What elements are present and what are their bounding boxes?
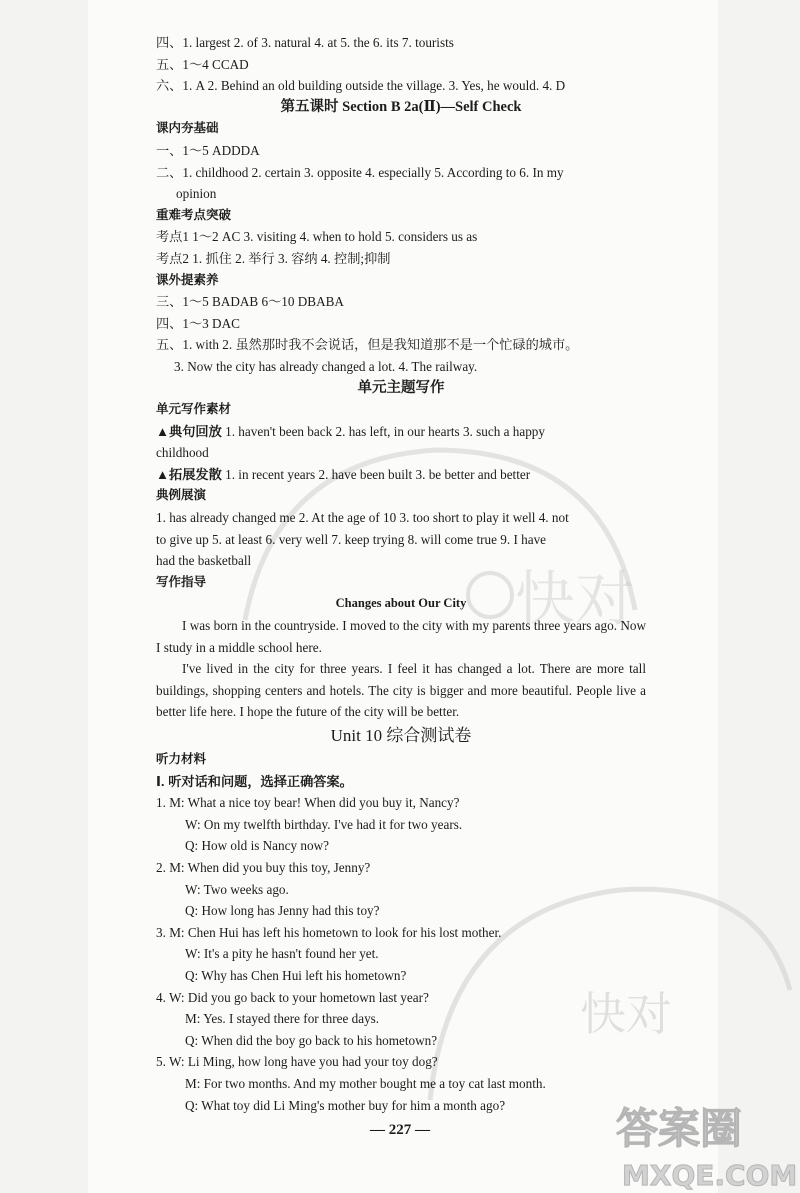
lesson-title: 第五课时 Section B 2a(Ⅱ)—Self Check <box>280 98 522 115</box>
answer-line: childhood <box>156 445 209 461</box>
watermark-text: 答案圈 <box>616 1104 743 1153</box>
unit-test-title: Unit 10 综合测试卷 <box>330 726 472 745</box>
answer-line: 四、1. largest 2. of 3. natural 4. at 5. the 6. its 7. tourists <box>156 35 454 50</box>
answer-line: 1. has already changed me 2. At the age of 10 3. too short to play it well 4. not <box>156 510 569 526</box>
section-heading: 课外提素养 <box>156 272 219 287</box>
essay-title: Changes about Our City <box>335 596 467 611</box>
answer-line: to give up 5. at least 6. very well 7. keep trying 8. will come true 9. I have <box>156 531 547 547</box>
answer-line: 六、1. A 2. Behind an old building outside the village. 3. Yes, he would. 4. D <box>156 78 566 94</box>
section-heading: 听力材料 <box>156 752 207 766</box>
answer-line <box>156 464 646 486</box>
dialogue-line: W: On my twelfth birthday. I've had it for two years. <box>185 816 463 832</box>
material-label: ▲拓展发散 <box>156 466 222 482</box>
dialogue-line: M: Yes. I stayed there for three days. <box>185 1011 380 1027</box>
page-number: — 227 — <box>370 1122 430 1138</box>
dialogue-line: Q: What toy did Li Ming's mother buy for him a month ago? <box>185 1097 506 1113</box>
dialogue-line: 4. W: Did you go back to your hometown last year? <box>156 989 429 1005</box>
answer-line: opinion <box>176 186 217 202</box>
answer-line: 四、1～3 DAC <box>156 315 240 331</box>
answer-line: 考点1 1～2 AC 3. visiting 4. when to hold 5. considers us as <box>156 229 478 245</box>
dialogue-line: M: For two months. And my mother bought me a toy cat last month. <box>185 1075 546 1091</box>
watermark-text: 快对 <box>580 987 672 1041</box>
answer-line <box>156 421 646 443</box>
answer-line: 五、1. with 2. 虽然那时我不会说话，但是我知道那不是一个忙碌的城市。 <box>156 337 579 353</box>
section-heading: 重难考点突破 <box>156 207 232 222</box>
answer-line: had the basketball <box>156 553 252 569</box>
watermark-text: 快对 <box>515 565 635 635</box>
material-text: 1. haven't been back 2. has left, in our hearts 3. such a happy <box>221 423 545 439</box>
dialogue-line: 2. M: When did you buy this toy, Jenny? <box>156 859 371 875</box>
answer-line: 二、1. childhood 2. certain 3. opposite 4. especially 5. According to 6. In my <box>156 164 564 180</box>
dialogue-line: Q: Why has Chen Hui left his hometown? <box>185 967 407 983</box>
essay-paragraph: I was born in the countryside. I moved to the city with my parents three years ago. Now I study in a middle school here. <box>156 618 646 655</box>
section-heading: 单元写作素材 <box>156 402 232 417</box>
answer-line: 考点2 1. 抓住 2. 举行 3. 容纳 4. 控制;抑制 <box>156 250 391 266</box>
dialogue-line: Q: How old is Nancy now? <box>185 838 329 854</box>
dialogue-line: 3. M: Chen Hui has left his hometown to look for his lost mother. <box>156 924 502 940</box>
dialogue-line: Q: How long has Jenny had this toy? <box>185 903 380 919</box>
dialogue-line: Q: When did the boy go back to his hometown? <box>185 1032 438 1048</box>
material-label: ▲典句回放 <box>156 423 222 439</box>
writing-title: 单元主题写作 <box>357 379 445 396</box>
answer-line: 3. Now the city has already changed a lot. 4. The railway. <box>174 358 478 374</box>
answer-line: 一、1～5 ADDDA <box>156 142 260 158</box>
watermark-text: MXQE.COM <box>622 1159 798 1192</box>
material-text: 1. in recent years 2. have been built 3. be better and better <box>221 466 531 482</box>
section-heading: 写作指导 <box>156 574 207 589</box>
dialogue-line: 5. W: Li Ming, how long have you had your toy dog? <box>156 1054 438 1070</box>
dialogue-line: W: Two weeks ago. <box>185 881 289 897</box>
dialogue-line: W: It's a pity he hasn't found her yet. <box>185 946 379 962</box>
dialogue-line: 1. M: What a nice toy bear! When did you buy it, Nancy? <box>156 795 460 811</box>
answer-line: 五、1～4 CCAD <box>156 56 249 72</box>
section-heading: 课内夯基础 <box>156 121 219 136</box>
answer-content <box>156 32 646 1116</box>
essay-paragraph: I've lived in the city for three years. I feel it has changed a lot. There are more tall buildings, shopping centers and hotels. The city is bigger and more beautiful. People live a better life here. I hope the future of the city will be better. <box>156 661 646 720</box>
answer-line: 三、1～5 BADAB 6～10 DBABA <box>156 294 344 310</box>
instruction-line: Ⅰ. 听对话和问题，选择正确答案。 <box>156 773 353 789</box>
section-heading: 典例展演 <box>156 488 207 503</box>
